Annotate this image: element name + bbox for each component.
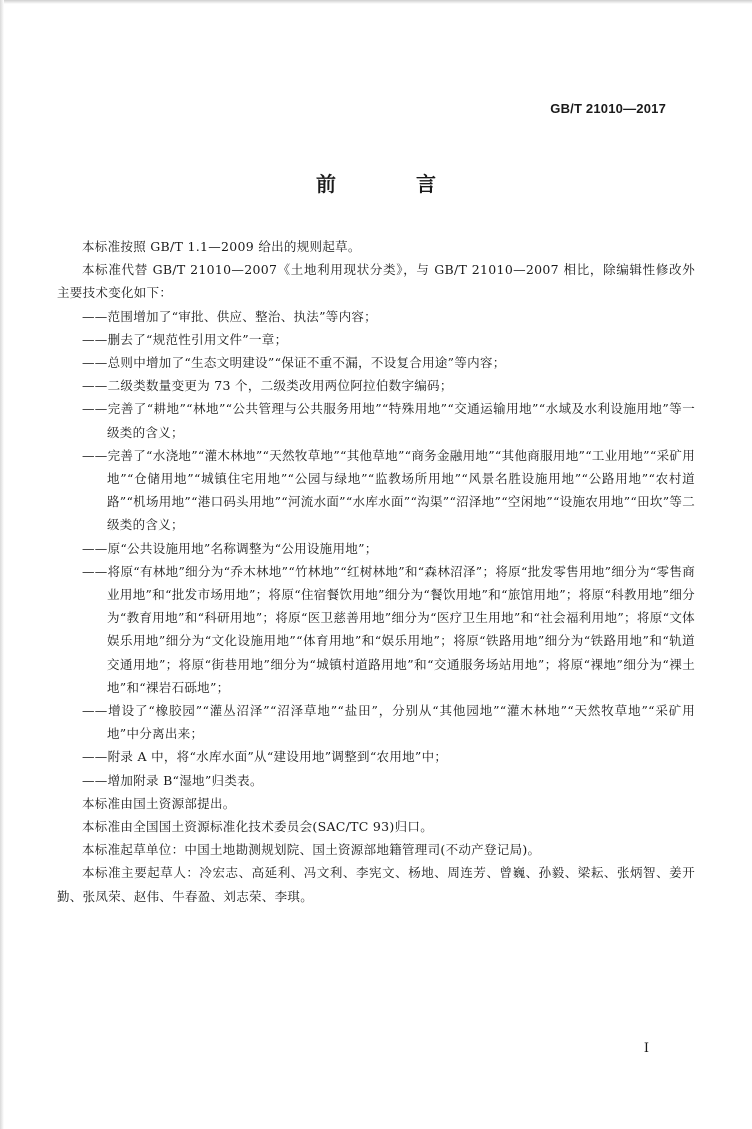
change-item-annex-a: ——附录 A 中，将“水库水面”从“建设用地”调整到“农用地”中； bbox=[82, 749, 448, 765]
change-item-rename: ——原“公共设施用地”名称调整为“公用设施用地”； bbox=[82, 540, 378, 556]
change-item-new-classes: ——增设了“橡胶园”“灌丛沼泽”“沼泽草地”“盐田”，分别从“其他园地”“灌木林地”“天然牧草地”“采矿用地”中分离出来； bbox=[82, 703, 695, 742]
change-item-first-level: ——完善了“耕地”“林地”“公共管理与公共服务用地”“特殊用地”“交通运输用地”“水域及水利设施用地”等一级类的含义； bbox=[82, 401, 695, 440]
section-title: 前 言 bbox=[316, 172, 466, 196]
change-item-scope: ——范围增加了“审批、供应、整治、执法”等内容； bbox=[82, 308, 377, 324]
page-edge-shadow-top bbox=[0, 0, 752, 4]
paragraph-drafting-rules: 本标准按照 GB/T 1.1—2009 给出的规则起草。 bbox=[82, 239, 361, 254]
change-item-references: ——删去了“规范性引用文件”一章； bbox=[82, 331, 288, 347]
foreword-body bbox=[57, 235, 695, 908]
paragraph-drafting-units: 本标准起草单位：中国土地勘测规划院、国土资源部地籍管理司(不动产登记局)。 bbox=[82, 842, 541, 858]
paragraph-committee: 本标准由全国国土资源标准化技术委员会(SAC/TC 93)归口。 bbox=[82, 819, 434, 835]
paragraph-replacement: 本标准代替 GB/T 21010—2007《土地利用现状分类》，与 GB/T 21010—2007 相比，除编辑性修改外主要技术变化如下： bbox=[57, 262, 695, 301]
paragraph-proposer: 本标准由国土资源部提出。 bbox=[82, 795, 236, 811]
standard-code: GB/T 21010—2017 bbox=[550, 101, 666, 116]
change-item-annex-b: ——增加附录 B“湿地”归类表。 bbox=[82, 772, 263, 788]
change-item-subdivide: ——将原“有林地”细分为“乔木林地”“竹林地”“红树林地”和“森林沼泽”；将原“批发零售用地”细分为“零售商业用地”和“批发市场用地”；将原“住宿餐饮用地”细分为“餐饮用地”和“旅馆用地”；将原“科教用地”细分为“教育用地”和“科研用地”；将原“医卫慈善用地”细分为“医疗卫生用地”和“社会福利用地”；将原“文体娱乐用地”细分为“文化设施用地”“体育用地”和“娱乐用地”；将原“铁路用地”细分为“铁路用地”和“轨道交通用地”；将原“街巷用地”细分为“城镇村道路用地”和“交通服务场站用地”；将原“裸地”细分为“裸土地”和“裸岩石砾地”； bbox=[82, 563, 695, 695]
change-item-second-level-meaning: ——完善了“水浇地”“灌木林地”“天然牧草地”“其他草地”“商务金融用地”“其他商服用地”“工业用地”“采矿用地”“仓储用地”“城镇住宅用地”“公园与绿地”“监教场所用地”“风景名胜设施用地”“公路用地”“农村道路”“机场用地”“港口码头用地”“河流水面”“水库水面”“沟渠”“沼泽地”“空闲地”“设施农用地”“田坎”等二级类的含义； bbox=[82, 447, 695, 533]
page-number: I bbox=[643, 1041, 649, 1056]
change-item-general: ——总则中增加了“生态文明建设”“保证不重不漏，不设复合用途”等内容； bbox=[82, 355, 506, 371]
change-item-second-level-count: ——二级类数量变更为 73 个，二级类改用两位阿拉伯数字编码； bbox=[82, 378, 453, 394]
paragraph-drafters: 本标准主要起草人：冷宏志、高延利、冯文利、李宪文、杨地、周连芳、曾巍、孙毅、梁耘、张炳智、姜开勤、张凤荣、赵伟、牛春盈、刘志荣、李琪。 bbox=[57, 865, 695, 904]
